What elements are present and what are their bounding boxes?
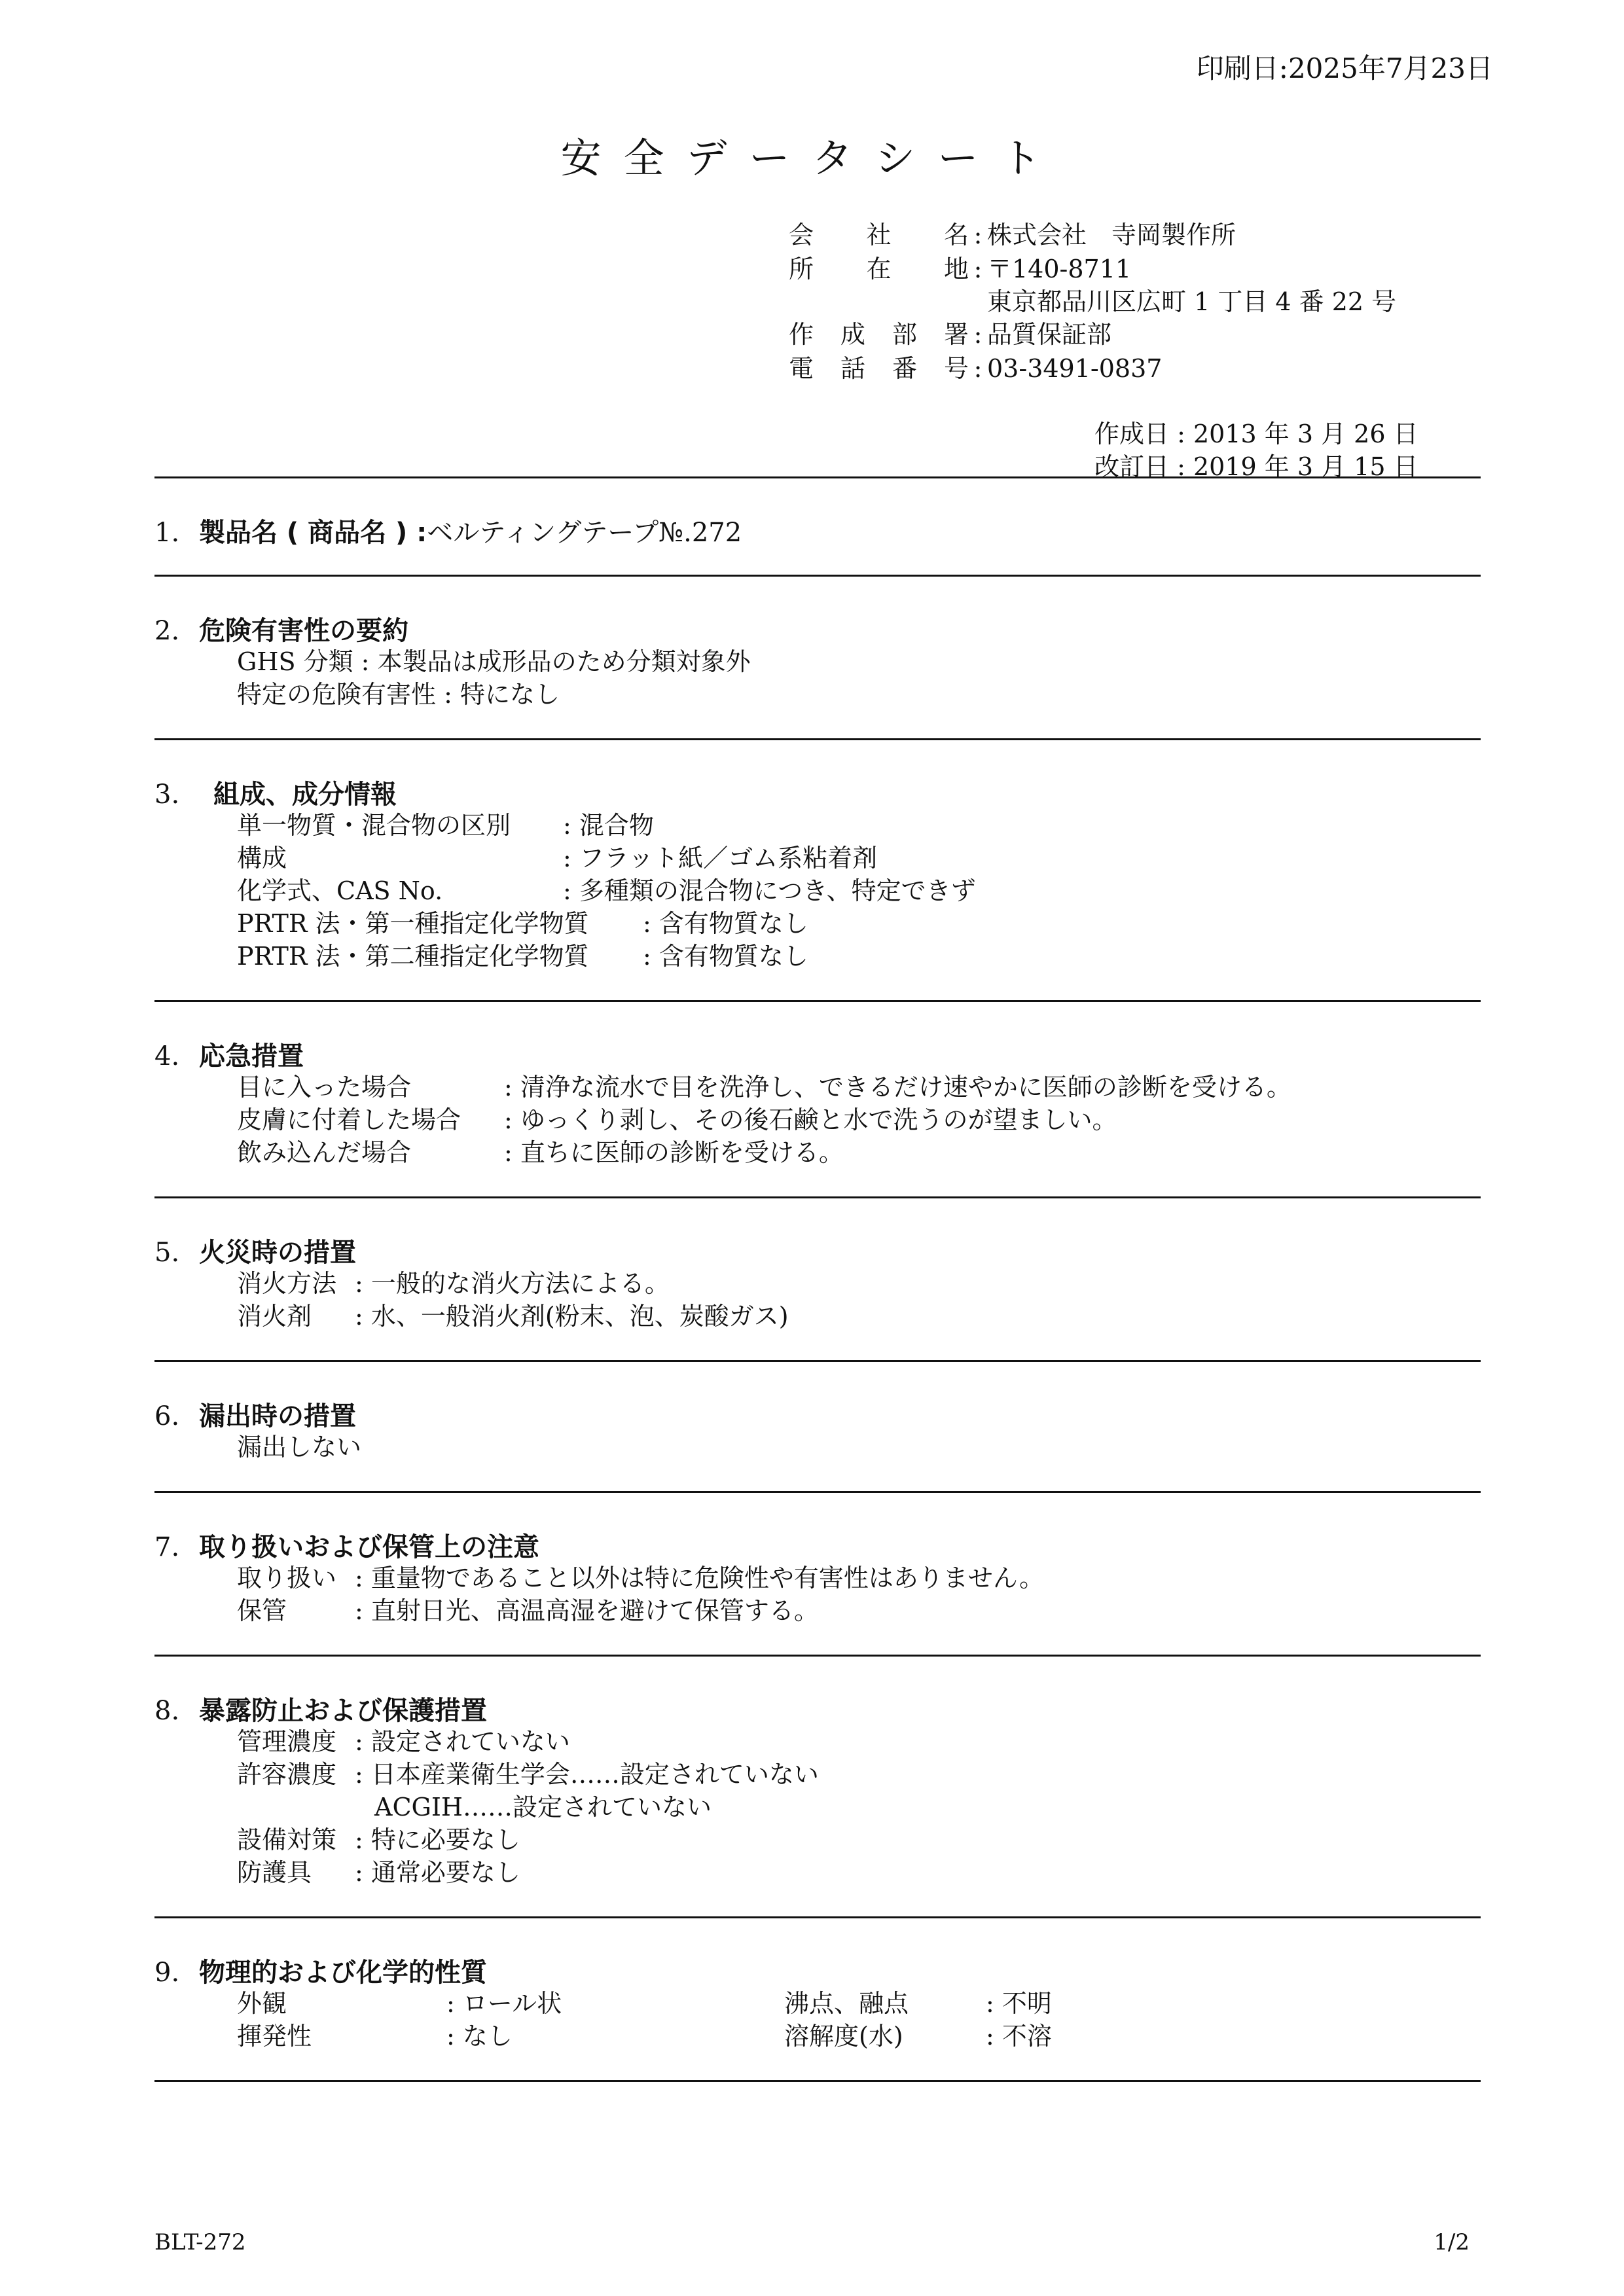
document-code: BLT-272 <box>154 2229 246 2255</box>
company-name-label: 会社名 <box>789 221 969 249</box>
composition-row: 単一物質・混合物の区別 : 混合物 <box>237 811 654 840</box>
company-phone-row: 電話番号 : 03-3491-0837 <box>789 348 1162 384</box>
company-dept-row: 作成部署 : 品質保証部 <box>789 314 1111 350</box>
divider <box>154 1196 1481 1198</box>
exposure-row: 管理濃度 : 設定されていない <box>237 1727 570 1756</box>
company-phone-label: 電話番号 <box>789 354 969 383</box>
divider <box>154 1491 1481 1493</box>
revised-date: 改訂日 : 2019 年 3 月 15 日 <box>1094 452 1418 481</box>
exposure-row: 許容濃度 : 日本産業衛生学会……設定されていない <box>237 1760 819 1789</box>
composition-row: PRTR 法・第二種指定化学物質 : 含有物質なし <box>237 942 808 971</box>
divider <box>154 1916 1481 1918</box>
hazard-specific-line: 特定の危険有害性 : 特になし <box>237 680 560 709</box>
section-3-heading: 3. 組成、成分情報 <box>154 780 397 810</box>
hazard-ghs-line: GHS 分類 : 本製品は成形品のため分類対象外 <box>237 647 751 676</box>
property-row: 溶解度(水) : 不溶 <box>784 2022 1052 2051</box>
divider <box>154 1360 1481 1362</box>
fire-row: 消火方法 : 一般的な消火方法による。 <box>237 1269 670 1298</box>
first-aid-row: 飲み込んだ場合 : 直ちに医師の診断を受ける。 <box>237 1138 844 1167</box>
section-1-heading: 1. 製品名 ( 商品名 ) :ベルティングテープ№.272 <box>154 518 742 548</box>
exposure-acgih: ACGIH……設定されていない <box>374 1793 712 1821</box>
fire-row: 消火剤 : 水、一般消火剤(粉末、泡、炭酸ガス) <box>237 1302 789 1331</box>
company-name-value: 株式会社 寺岡製作所 <box>987 221 1236 249</box>
section-9-heading: 9. 物理的および化学的性質 <box>154 1958 487 1988</box>
print-date: 印刷日:2025年7月23日 <box>1196 52 1493 84</box>
divider <box>154 738 1481 740</box>
company-zip-value: 〒140-8711 <box>987 255 1132 283</box>
divider <box>154 575 1481 577</box>
company-address-label: 所在地 <box>789 255 969 283</box>
company-address-row: 所在地 : 〒140-8711 <box>789 249 1131 285</box>
composition-row: PRTR 法・第一種指定化学物質 : 含有物質なし <box>237 909 808 938</box>
company-name-row: 会社名 : 株式会社 寺岡製作所 <box>789 215 1236 251</box>
section-7-heading: 7. 取り扱いおよび保管上の注意 <box>154 1532 539 1562</box>
exposure-row: 防護具 : 通常必要なし <box>237 1858 520 1887</box>
divider <box>154 1655 1481 1657</box>
composition-row: 構成 : フラット紙／ゴム系粘着剤 <box>237 844 878 872</box>
section-6-heading: 6. 漏出時の措置 <box>154 1401 356 1431</box>
company-address-value: 東京都品川区広町 1 丁目 4 番 22 号 <box>987 287 1397 316</box>
property-row: 外観 : ロール状 <box>237 1989 562 2018</box>
page-number: 1/2 <box>1434 2229 1470 2255</box>
composition-row: 化学式、CAS No. : 多種類の混合物につき、特定できず <box>237 876 976 905</box>
property-row: 沸点、融点 : 不明 <box>784 1989 1052 2018</box>
created-date: 作成日 : 2013 年 3 月 26 日 <box>1094 420 1418 448</box>
product-name: ベルティングテープ№.272 <box>427 518 742 548</box>
section-5-heading: 5. 火災時の措置 <box>154 1238 356 1268</box>
exposure-row: 設備対策 : 特に必要なし <box>237 1825 520 1854</box>
company-dept-value: 品質保証部 <box>987 320 1112 349</box>
section-8-heading: 8. 暴露防止および保護措置 <box>154 1696 487 1726</box>
divider <box>154 2080 1481 2082</box>
section-4-heading: 4. 応急措置 <box>154 1041 304 1071</box>
company-phone-value: 03-3491-0837 <box>987 354 1163 383</box>
first-aid-row: 皮膚に付着した場合 : ゆっくり剥し、その後石鹸と水で洗うのが望ましい。 <box>237 1105 1117 1134</box>
first-aid-row: 目に入った場合 : 清浄な流水で目を洗浄し、できるだけ速やかに医師の診断を受ける。 <box>237 1073 1291 1102</box>
property-row: 揮発性 : なし <box>237 2022 513 2051</box>
divider <box>154 476 1481 478</box>
handling-row: 保管 : 直射日光、高温高湿を避けて保管する。 <box>237 1596 819 1625</box>
company-dept-label: 作成部署 <box>789 320 969 349</box>
spill-line: 漏出しない <box>237 1433 362 1462</box>
section-2-heading: 2. 危険有害性の要約 <box>154 616 408 646</box>
divider <box>154 1000 1481 1002</box>
document-title: 安全データシート <box>560 134 1064 182</box>
handling-row: 取り扱い : 重量物であること以外は特に危険性や有害性はありません。 <box>237 1564 1045 1592</box>
